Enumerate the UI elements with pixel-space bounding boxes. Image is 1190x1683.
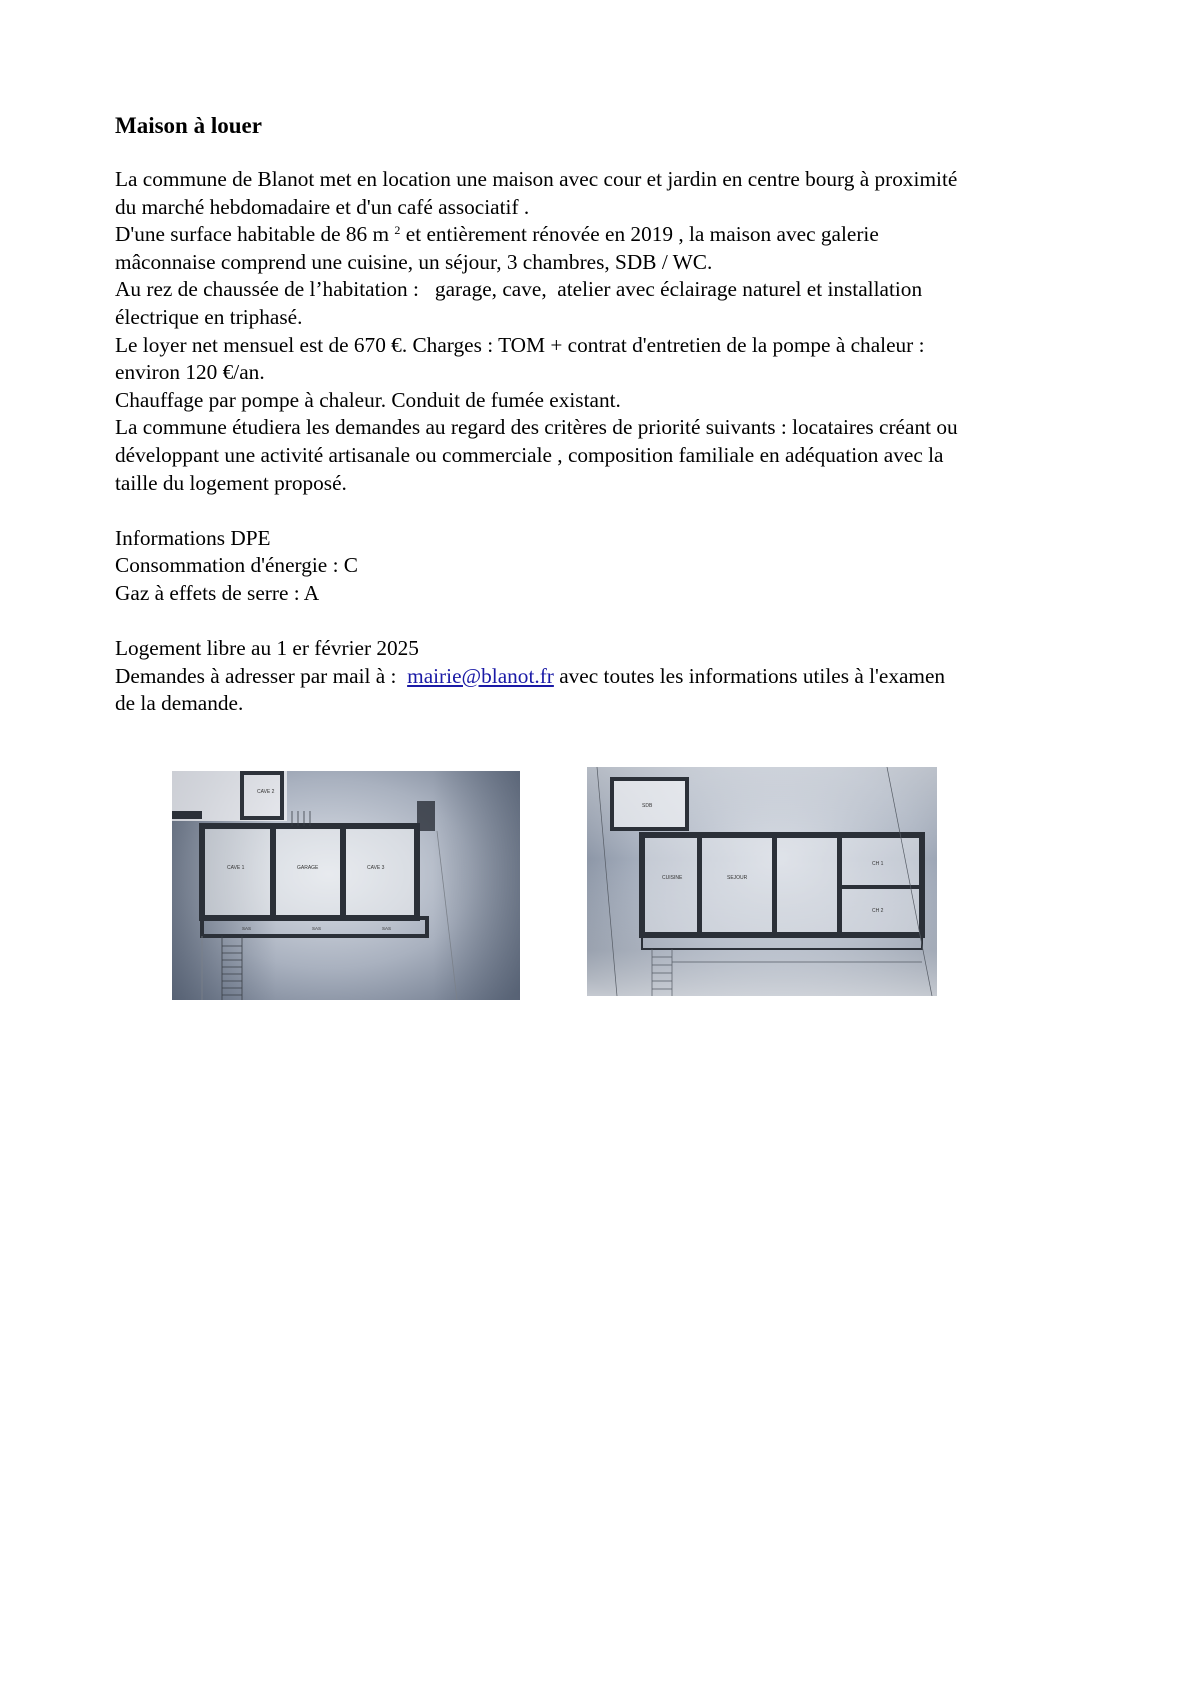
plan-label: CH 1 — [872, 861, 884, 867]
plan-label: CAVE 2 — [257, 789, 275, 795]
plan-label: SAS — [312, 926, 322, 931]
surface-text: D'une surface habitable de 86 m — [115, 222, 390, 247]
dpe-heading: Informations DPE — [115, 525, 271, 550]
intro-line: taille du logement proposé. — [115, 470, 347, 495]
plan-label: CAVE 1 — [227, 865, 245, 871]
email-link[interactable]: mairie@blanot.fr — [407, 663, 554, 688]
request-suffix: avec toutes les informations utiles à l'examen — [553, 663, 946, 688]
plan-label: SEJOUR — [727, 875, 748, 881]
intro-line: Au rez de chaussée de l’habitation : garage, cave, atelier avec éclairage naturel et installation — [115, 277, 923, 302]
intro-line: Chauffage par pompe à chaleur. Conduit de fumée existant. — [115, 387, 621, 412]
request-line — [115, 663, 1075, 691]
plan-label: SDB — [642, 803, 653, 809]
request-end: de la demande. — [115, 691, 244, 716]
intro-line: La commune étudiera les demandes au regard des critères de priorité suivants : locataires créant ou — [115, 415, 958, 440]
intro-line: mâconnaise comprend une cuisine, un séjour, 3 chambres, SDB / WC. — [115, 249, 713, 274]
plan-label: GARAGE — [297, 865, 319, 871]
document-body — [115, 112, 1075, 718]
plan-label: SAS — [382, 926, 392, 931]
surface-superscript: 2 — [394, 223, 401, 238]
ground-floor-plan-image — [172, 771, 520, 1000]
plan-label: CUISINE — [662, 875, 683, 881]
plan-label: CAVE 3 — [367, 865, 385, 871]
dpe-energy: Consommation d'énergie : C — [115, 553, 359, 578]
request-prefix: Demandes à adresser par mail à : — [115, 663, 408, 688]
intro-line: électrique en triphasé. — [115, 304, 303, 329]
rent-line: Le loyer net mensuel est de 670 €. Charges : TOM + contrat d'entretien de la pompe à chaleur : — [115, 332, 925, 357]
plan-label: CH 2 — [872, 908, 884, 914]
intro-line: environ 120 €/an. — [115, 360, 265, 385]
availability: Logement libre au 1 er février 2025 — [115, 636, 419, 661]
intro-line: du marché hebdomadaire et d'un café associatif . — [115, 194, 530, 219]
intro-line: développant une activité artisanale ou commerciale , composition familiale en adéquation avec la — [115, 442, 944, 467]
first-floor-plan-image — [587, 767, 937, 996]
dpe-ghg: Gaz à effets de serre : A — [115, 580, 320, 605]
surface-line — [115, 221, 1075, 249]
surface-text-after: et entièrement rénovée en 2019 , la maison avec galerie — [400, 222, 879, 247]
intro-line: La commune de Blanot met en location une maison avec cour et jardin en centre bourg à proximité — [115, 167, 958, 191]
plan-label: SAS — [242, 926, 252, 931]
page-title: Maison à louer — [115, 113, 262, 138]
